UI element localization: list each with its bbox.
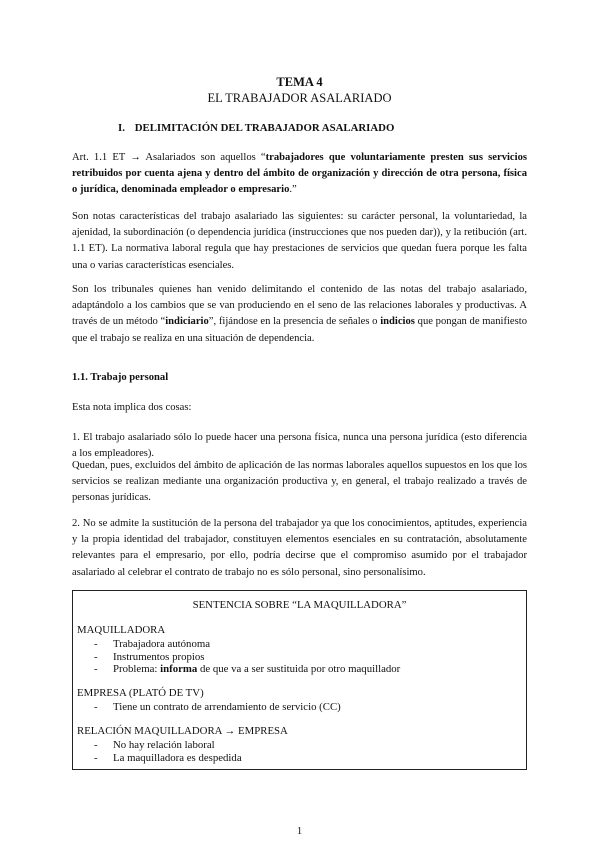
- group-heading: EMPRESA (PLATÓ DE TV): [77, 687, 204, 699]
- group-maquilladora: [77, 622, 400, 675]
- list-item-bold: informa: [160, 663, 198, 676]
- list-item: [77, 701, 341, 713]
- paragraph-point-2: 2. No se admite la sustitución de la persona del trabajador ya que los conocimientos, aptitudes, experiencia y la propia identidad del trabajador, constituyen elementos esenciales en su contratación, absolutamente relevantes para el empresario, por ello, podría decirse que el compromiso asumido por el trabajador asalariado al celebrar el contrato de trabajo no es sólo personal, sino personalísimo.: [72, 518, 527, 578]
- courts-text-2: ”, fijándose en la presencia de señales o: [208, 316, 381, 328]
- courts-bold-indiciario: indiciario: [165, 316, 209, 328]
- dash-bullet: -: [94, 701, 98, 714]
- list-item-text: de que va a ser sustituida por otro maquillador: [197, 663, 401, 676]
- definition-lead: Art. 1.1 ET → Asalariados son aquellos “: [72, 152, 266, 163]
- list-item-text: No hay relación laboral: [113, 739, 215, 752]
- section-number: I.: [118, 122, 125, 134]
- group-heading: RELACIÓN MAQUILLADORA → EMPRESA: [77, 725, 288, 737]
- paragraph-courts: [72, 282, 527, 347]
- document-subtitle: EL TRABAJADOR ASALARIADO: [207, 91, 392, 105]
- paragraph-characteristics: Son notas características del trabajo asalariado las siguientes: su carácter personal, la voluntariedad, la ajenidad, la subordinación (o dependencia jurídica (instrucciones que nos pueden dar)), y la retibución (art. 1.1 ET). La normativa laboral regula que hay prestaciones de servicios que quedan fuera porque les falta una o varias características esenciales.: [72, 211, 527, 271]
- paragraph-point-1: 1. El trabajo asalariado sólo lo puede hacer una persona física, nunca una persona jurídica (esto diferencia a los empleadores).: [72, 432, 527, 460]
- list-item-text: Problema:: [113, 663, 161, 676]
- definition-bold: trabajadores que voluntariamente presten sus servicios retribuidos por cuenta ajena y dentro del ámbito de organización y dirección de otra persona, física o jurídica, denominada empleador o empresario: [72, 152, 527, 196]
- list-item: [77, 638, 400, 650]
- list-item-text: La maquilladora es despedida: [113, 751, 242, 764]
- list-item: [77, 663, 400, 675]
- dash-bullet: -: [94, 663, 98, 676]
- courts-text-1: Son los tribunales quienes han venido delimitando el contenido de las notas del trabajo asalariado, adaptándolo a los cambios que se van produciendo en el seno de las relaciones laborales y productivas. A través de un método “: [72, 284, 527, 328]
- dash-bullet: -: [94, 739, 98, 752]
- section-title: DELIMITACIÓN DEL TRABAJADOR ASALARIADO: [134, 122, 395, 134]
- subsection-heading: 1.1. Trabajo personal: [72, 372, 169, 383]
- courts-bold-indicios: indicios: [380, 316, 415, 328]
- tema-heading: TEMA 4: [276, 75, 323, 89]
- paragraph-intro: Esta nota implica dos cosas:: [72, 402, 192, 413]
- page-number: 1: [296, 826, 303, 837]
- list-item: [77, 651, 400, 663]
- group-relacion: [77, 723, 288, 764]
- group-heading: MAQUILLADORA: [77, 624, 166, 636]
- paragraph-exclusion: Quedan, pues, excluidos del ámbito de aplicación de las normas laborales aquellos supuestos en los que los servicios se realizan mediante una organización productiva y, en general, el trabajo realizado a través de personas jurídicas.: [72, 460, 527, 504]
- list-item-text: Trabajadora autónoma: [113, 638, 211, 651]
- list-item: [77, 752, 288, 764]
- list-item-text: Instrumentos propios: [113, 650, 205, 663]
- dash-bullet: -: [94, 638, 98, 651]
- courts-text-3: que pongan de manifiesto que el trabajo se realiza en una situación de dependencia.: [72, 316, 527, 344]
- dash-bullet: -: [94, 650, 98, 663]
- dash-bullet: -: [94, 751, 98, 764]
- case-box: [72, 590, 527, 770]
- section-heading: [118, 120, 394, 136]
- definition-tail: .”: [289, 184, 297, 196]
- list-item-text: Tiene un contrato de arrendamiento de servicio (CC): [113, 701, 341, 714]
- list-item: [77, 739, 288, 751]
- group-empresa: [77, 685, 341, 714]
- case-box-title: SENTENCIA SOBRE “LA MAQUILLADORA”: [192, 599, 407, 611]
- paragraph-definition: [72, 150, 527, 199]
